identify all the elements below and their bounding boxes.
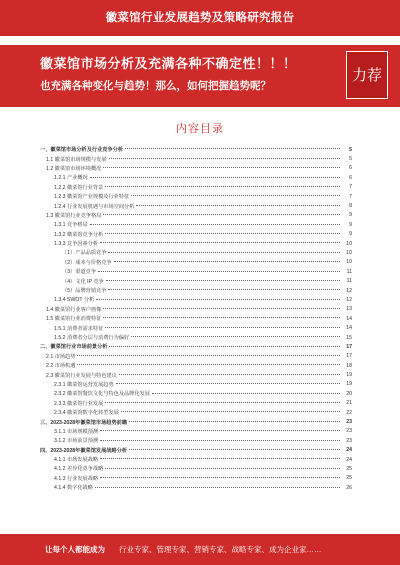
toc-entry-page: 8	[349, 203, 352, 210]
toc-entry-page: 5	[349, 146, 352, 153]
toc-entry[interactable]	[40, 427, 352, 436]
toc-dot-leader	[105, 327, 340, 328]
toc-entry[interactable]	[40, 248, 352, 257]
toc-entry-label: 一、徽菜馆市场分析及行业竞争分析	[40, 147, 124, 154]
toc-dot-leader	[100, 242, 340, 243]
report-title: 徽菜馆行业发展趋势及策略研究报告	[105, 12, 295, 24]
toc-dot-leader	[105, 468, 340, 469]
toc-entry[interactable]	[40, 239, 352, 248]
toc-entry-label: 2.3.1 徽菜馆运营发展趋势	[54, 381, 114, 388]
toc-entry[interactable]	[40, 361, 352, 370]
toc-entry-label: 1.5 徽菜馆行业消费特征	[46, 316, 102, 323]
toc-entry-page: 21	[346, 400, 352, 407]
toc-entry-label: 1.1 徽菜馆市场规模与发展	[46, 156, 107, 163]
toc-entry-page: 5	[349, 156, 352, 163]
toc-entry[interactable]	[40, 446, 352, 455]
toc-entry-label: 2.3.3 徽菜馆行业发展	[54, 400, 104, 407]
toc-entry-page: 18	[346, 362, 352, 369]
toc-entry-label: （5）品牌营销竞争	[62, 288, 107, 295]
toc-dot-leader	[105, 402, 340, 403]
toc-entry-label: 1.5.2 消费者分层与消费行为偏好	[54, 335, 130, 341]
toc-entry[interactable]	[40, 258, 352, 267]
toc-entry-label: 2.3 徽菜馆行业发展与特色建议	[46, 372, 117, 379]
toc-entry[interactable]	[40, 305, 352, 314]
toc-entry-label: （2）成本与价格竞争	[62, 259, 112, 266]
toc-entry-page: 14	[346, 315, 352, 322]
toc-entry-label: （4）文化 IP 竞争	[62, 278, 104, 285]
toc-entry-page: 12	[346, 287, 352, 294]
toc-entry-page: 25	[346, 475, 352, 482]
toc-entry-page: 23	[346, 419, 352, 426]
toc-entry-label: 1.3.4 SWOT 分析	[54, 297, 95, 304]
page-footer	[0, 534, 400, 565]
toc-dot-leader	[129, 421, 340, 422]
toc-dot-leader	[125, 148, 340, 149]
toc-entry[interactable]	[40, 211, 352, 220]
toc-entry-page: 6	[349, 165, 352, 172]
toc-entry-page: 20	[346, 390, 352, 397]
toc-dot-leader	[136, 205, 340, 206]
toc-entry-label: 1.2.4 行业发展机遇与市场空间分析	[54, 203, 135, 210]
toc-entry-label: 二、徽菜馆行业市场前景分析	[40, 344, 108, 351]
toc-dot-leader	[100, 458, 340, 459]
toc-entry[interactable]	[40, 399, 352, 408]
toc-dot-leader	[95, 487, 340, 488]
toc-entry-label: （1）产品品质竞争	[62, 250, 107, 257]
toc-entry-label: 1.2.3 徽菜馆产业规模及行业特征	[54, 194, 130, 201]
report-header	[0, 0, 400, 36]
toc-entry-page: 22	[346, 409, 352, 416]
toc-entry[interactable]	[40, 295, 352, 304]
toc-dot-leader	[131, 195, 340, 196]
toc-entry[interactable]	[40, 333, 352, 342]
toc-entry[interactable]	[40, 323, 352, 332]
toc-entry[interactable]	[40, 286, 352, 295]
toc-entry-label: 4.1.2 差异化竞争战略	[54, 466, 104, 473]
toc-dot-leader	[129, 449, 340, 450]
toc-entry-label: 2.3.4 徽菜馆数字化转型发展	[54, 410, 119, 417]
toc-heading: 内容目录	[176, 123, 224, 135]
toc-entry-label: 1.3.3 竞争因素分析	[54, 241, 99, 248]
toc-dot-leader	[98, 271, 340, 272]
toc-entry-page: 24	[346, 447, 352, 454]
toc-entry-label: 3.1.2 市场前景预测	[54, 438, 99, 445]
toc-entry-label: 3.1.1 市场规模预测	[54, 428, 99, 435]
toc-entry-page: 11	[346, 268, 352, 275]
toc-entry-label: 1.2.2 徽菜馆行业背景	[54, 184, 104, 191]
toc-entry-page: 13	[346, 306, 352, 313]
toc-entry[interactable]	[40, 201, 352, 210]
toc-entry-label: 4.1.4 数字化战略	[54, 485, 93, 492]
toc-dot-leader	[105, 233, 340, 234]
toc-dot-leader	[108, 252, 340, 253]
toc-entry-page: 6	[349, 174, 352, 181]
toc-entry-page: 19	[346, 381, 352, 388]
toc-dot-leader	[90, 177, 340, 178]
toc-entry-label: 1.3.1 竞争格局	[54, 222, 88, 229]
table-of-contents	[40, 145, 352, 492]
toc-entry-page: 10	[346, 259, 352, 266]
toc-entry-page: 12	[346, 296, 352, 303]
toc-entry[interactable]	[40, 370, 352, 379]
toc-entry[interactable]	[40, 220, 352, 229]
toc-entry[interactable]	[40, 483, 352, 492]
toc-entry[interactable]	[40, 154, 352, 163]
toc-dot-leader	[109, 346, 340, 347]
toc-dot-leader	[103, 167, 340, 168]
toc-entry-page: 23	[346, 437, 352, 444]
toc-entry[interactable]	[40, 342, 352, 351]
toc-entry[interactable]	[40, 192, 352, 201]
toc-dot-leader	[106, 280, 340, 281]
toc-dot-leader	[100, 430, 340, 431]
toc-entry-page: 17	[346, 353, 352, 360]
footer-slogan: 让每个人都能成为	[45, 545, 105, 554]
toc-entry[interactable]	[40, 164, 352, 173]
toc-entry[interactable]	[40, 267, 352, 276]
toc-entry-label: 1.5.1 消费者需求特征	[54, 325, 104, 332]
toc-entry-page: 25	[346, 465, 352, 472]
toc-dot-leader	[90, 224, 340, 225]
toc-entry-page: 9	[349, 221, 352, 228]
toc-dot-leader	[116, 383, 340, 384]
toc-entry-label: 三、2023-2028年徽菜馆市场趋势前瞻	[40, 419, 128, 426]
toc-dot-leader	[114, 261, 340, 262]
toc-entry-label: 2.3.2 徽菜馆餐饮文化与特色及品牌化发展	[54, 391, 150, 398]
toc-entry[interactable]	[40, 230, 352, 239]
toc-entry-label: 1.3 徽菜馆行业竞争格局	[46, 212, 102, 219]
toc-entry[interactable]	[40, 173, 352, 182]
toc-dot-leader	[152, 393, 340, 394]
toc-dot-leader	[100, 477, 340, 478]
toc-entry-label: （3）渠道竞争	[62, 269, 97, 276]
toc-entry-page: 11	[346, 278, 352, 285]
toc-entry[interactable]	[40, 417, 352, 426]
toc-dot-leader	[103, 308, 340, 309]
toc-entry[interactable]	[40, 380, 352, 389]
toc-entry[interactable]	[40, 389, 352, 398]
toc-dot-leader	[77, 364, 340, 365]
toc-dot-leader	[119, 374, 340, 375]
banner-subheadline: 也充满各种变化与趋势！那么，如何把握趋势呢？	[40, 80, 271, 92]
toc-entry-page: 26	[346, 484, 352, 491]
toc-entry-label: 1.2 徽菜馆市场环境概况	[46, 165, 102, 172]
toc-entry-label: 1.2.1 产业概况	[54, 175, 88, 182]
toc-dot-leader	[103, 214, 340, 215]
toc-dot-leader	[96, 299, 340, 300]
toc-entry[interactable]	[40, 436, 352, 445]
toc-entry-page: 19	[346, 372, 352, 379]
toc-entry-page: 7	[349, 184, 352, 191]
toc-dot-leader	[77, 355, 340, 356]
toc-entry-label: 1.3.2 徽菜馆竞争分析	[54, 231, 104, 238]
toc-entry[interactable]	[40, 314, 352, 323]
toc-entry-page: 7	[349, 193, 352, 200]
toc-dot-leader	[121, 411, 340, 412]
toc-entry-label: 1.4 徽菜馆行业客户画像	[46, 306, 102, 313]
toc-entry-label: 2.2 市场机遇	[46, 363, 76, 370]
toc-entry-page: 17	[346, 343, 352, 350]
toc-entry-label: 4.1.3 行业发展战略	[54, 475, 99, 482]
toc-entry[interactable]	[40, 145, 352, 154]
toc-dot-leader	[131, 336, 340, 337]
toc-entry-page: 23	[346, 428, 352, 435]
toc-entry-page: 10	[346, 249, 352, 256]
toc-dot-leader	[108, 289, 340, 290]
toc-entry-page: 14	[346, 325, 352, 332]
toc-entry-label: 四、2023-2028年徽菜馆发展战略分析	[40, 447, 128, 454]
toc-entry-page: 9	[349, 212, 352, 219]
recommend-badge: 力荐	[346, 51, 388, 99]
toc-entry-page: 15	[346, 334, 352, 341]
toc-dot-leader	[105, 186, 340, 187]
toc-entry-page: 24	[346, 456, 352, 463]
toc-entry-page: 9	[349, 231, 352, 238]
toc-entry[interactable]	[40, 474, 352, 483]
banner-headline: 徽菜馆市场分析及充满各种不确定性！！！	[40, 56, 297, 71]
toc-entry-page: 10	[346, 240, 352, 247]
footer-roles: 行业专家、管理专家、营销专家、战略专家、成为企业家……	[119, 545, 322, 554]
toc-entry-label: 2.1 市场趋势	[46, 353, 76, 360]
toc-dot-leader	[103, 317, 340, 318]
toc-entry[interactable]	[40, 464, 352, 473]
toc-dot-leader	[109, 158, 340, 159]
toc-entry[interactable]	[40, 352, 352, 361]
toc-entry[interactable]	[40, 455, 352, 464]
toc-dot-leader	[100, 440, 340, 441]
promo-banner	[0, 45, 400, 107]
toc-entry-label: 4.1.1 市场发展战略	[54, 457, 99, 464]
toc-entry[interactable]	[40, 276, 352, 285]
toc-entry[interactable]	[40, 183, 352, 192]
toc-entry[interactable]	[40, 408, 352, 417]
